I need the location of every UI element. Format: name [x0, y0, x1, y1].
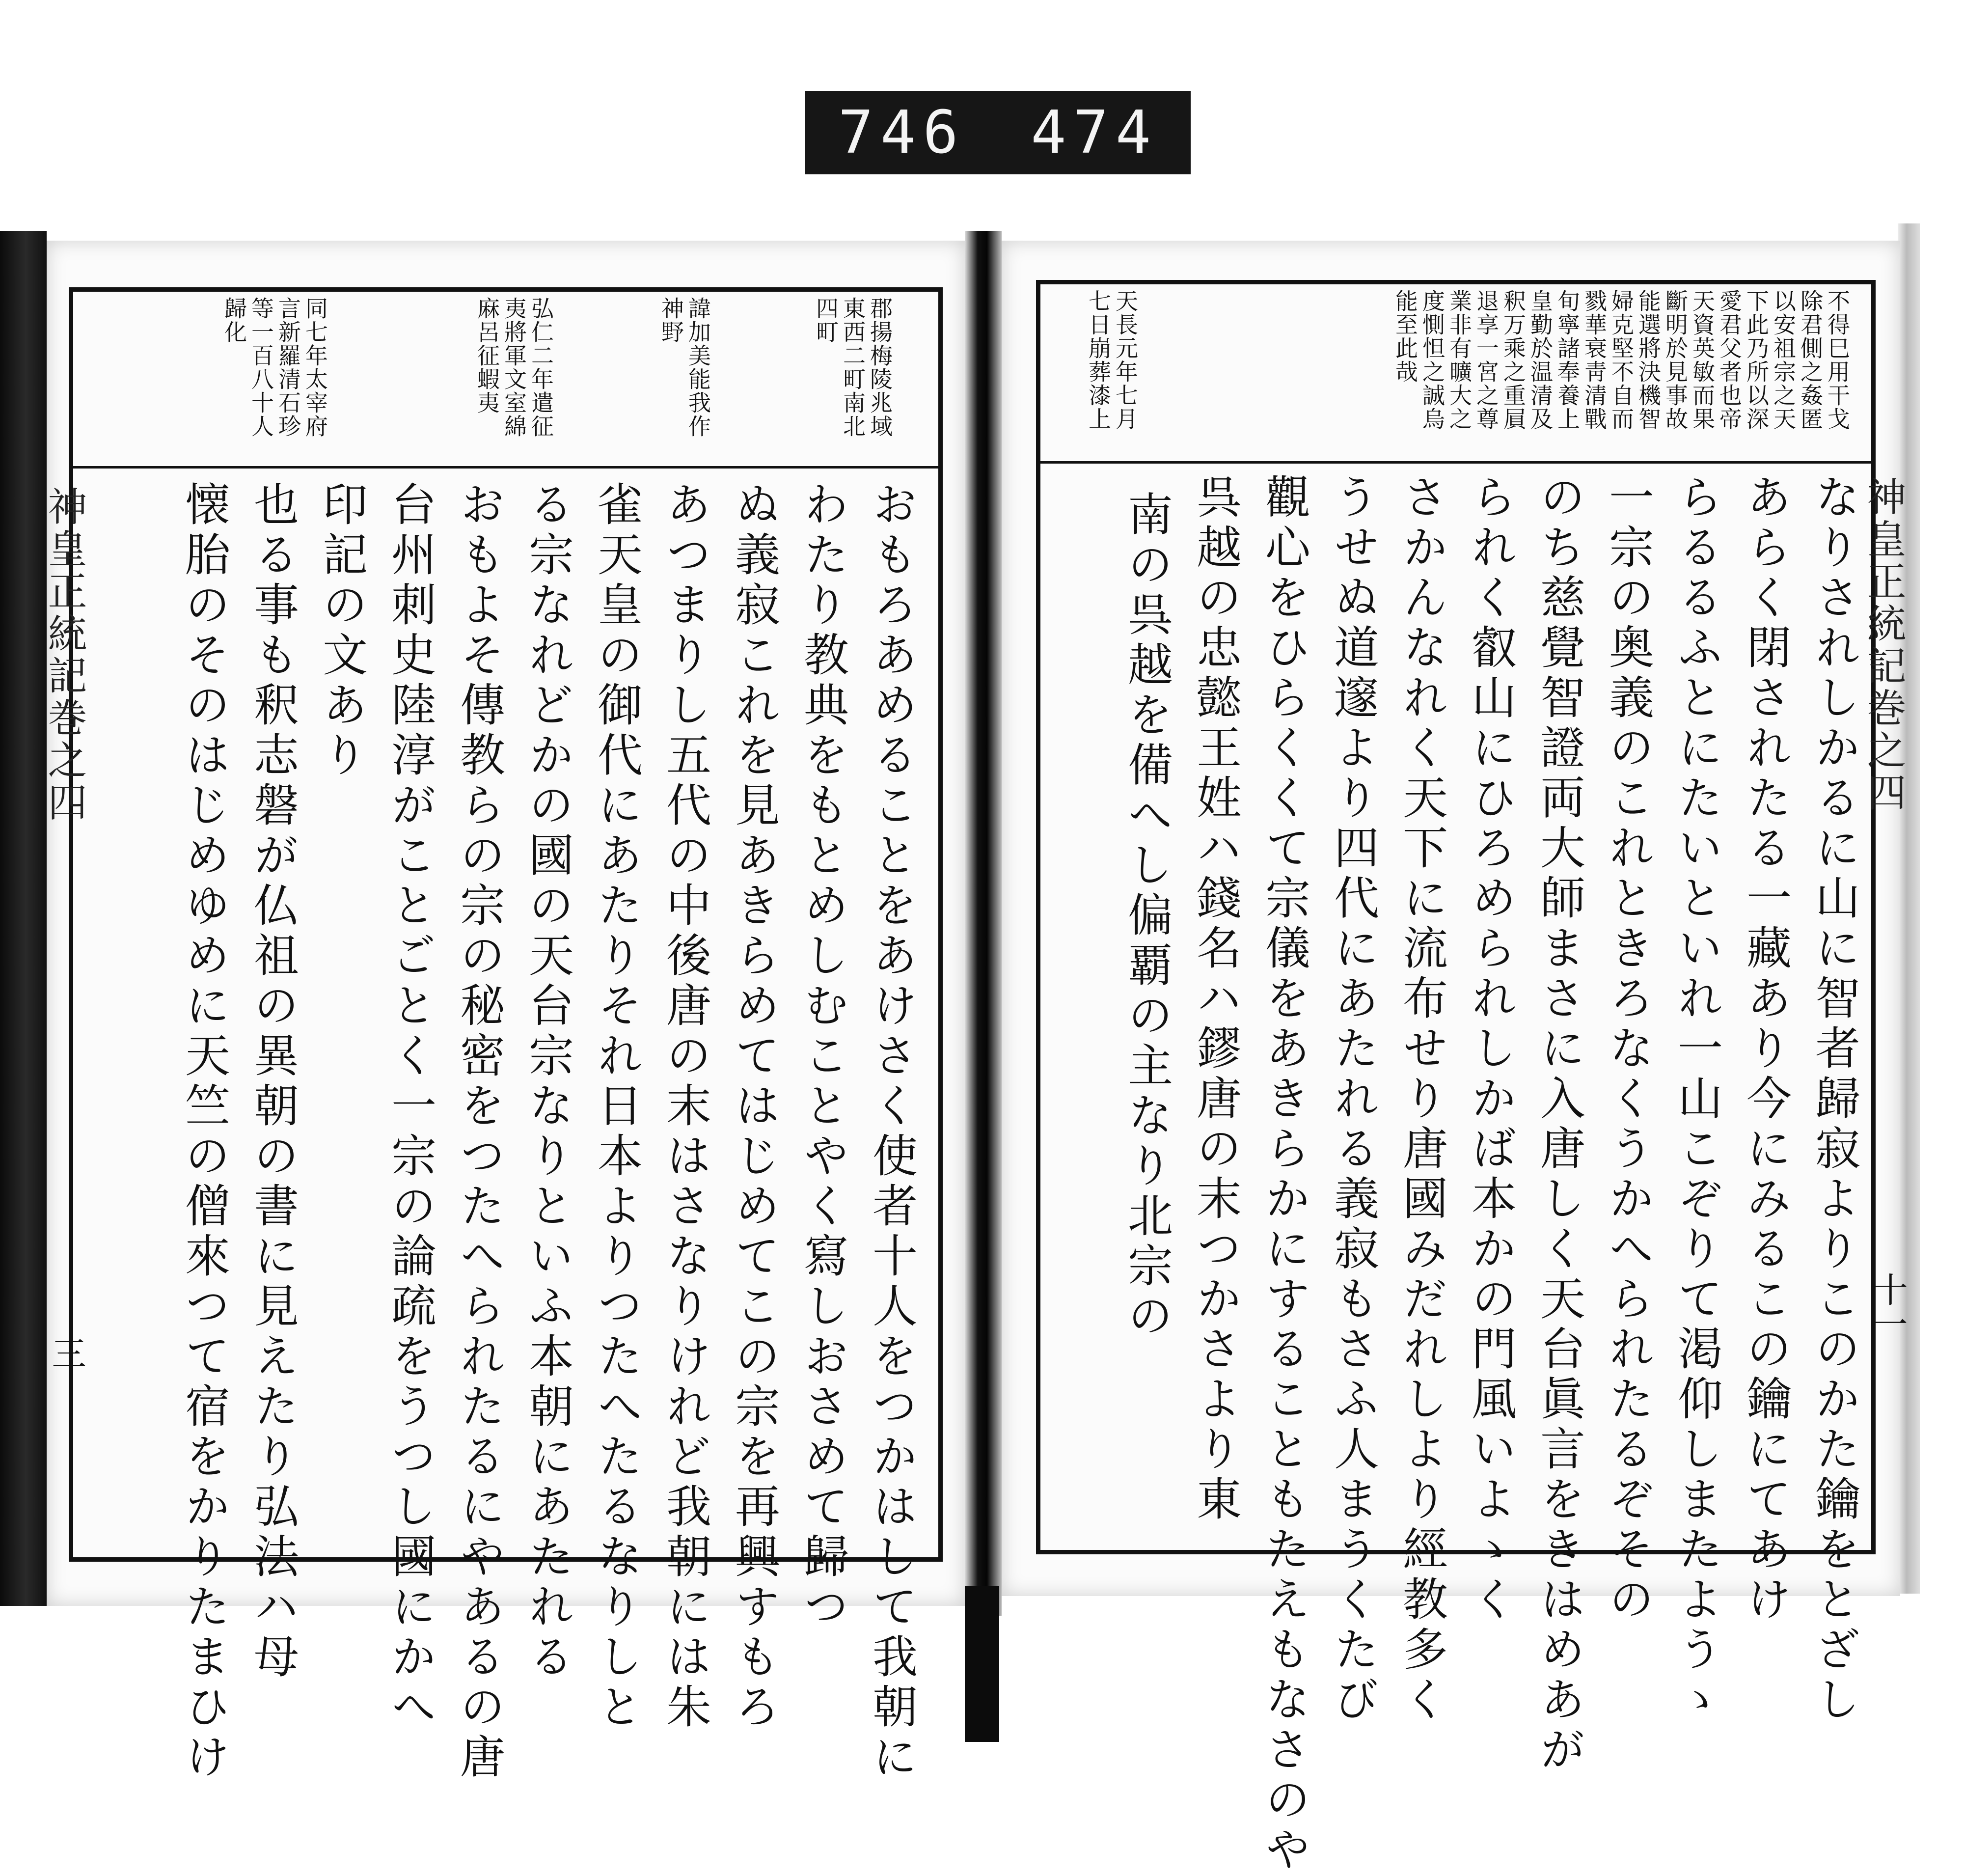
- left-text-frame: [69, 287, 943, 1783]
- right-body-column: 觀心をひらくくて宗儀をあきらかにすることもたえもなさのや: [1258, 473, 1310, 1876]
- plate-left-number: 746: [838, 98, 965, 167]
- left-body-column: あつまりし五代の中後唐の末はさなりけれど我朝には朱: [659, 481, 711, 1733]
- left-headnote: 言新羅清石珍: [275, 297, 301, 438]
- right-headnote: 退享一宮之尊: [1473, 289, 1500, 431]
- left-folio: 三: [46, 1336, 86, 1370]
- left-page: [41, 241, 965, 1783]
- center-gutter: [965, 231, 1002, 1616]
- right-headnote: 愛君父者也帝: [1716, 289, 1743, 431]
- right-body-column: られく叡山にひろめられしかば本かの門風いよゝく: [1464, 473, 1517, 1626]
- right-headnote: 天資英敏而果: [1689, 289, 1716, 431]
- right-body-column: 呉越の忠懿王姓ハ錢名ハ鏐唐の末つかさより東: [1189, 473, 1242, 1525]
- left-body-column: ぬ義寂これを見あきらめてはじめてこの宗を再興すもろ: [728, 481, 780, 1733]
- right-body-column: 南の呉越を備へし偏覇の主なり北宗の: [1120, 491, 1173, 1342]
- left-headnote: 同七年太宰府: [302, 297, 328, 438]
- left-body-column: 印記の文あり: [315, 481, 368, 781]
- right-body-column: なりされしかるに山に智者歸寂よりこのかた鑰をとざし: [1808, 473, 1860, 1726]
- right-page: [1002, 241, 1908, 1876]
- left-body-column: 雀天皇の御代にあたりそれ日本よりつたへたるなりしと: [590, 481, 643, 1733]
- right-body-column: らるるふとにたいといれ一山こぞりて渇仰しまたようゝ: [1670, 473, 1723, 1726]
- right-folio: 十一: [1868, 1272, 1908, 1341]
- right-headnote: 婦克堅不自而: [1608, 289, 1635, 431]
- right-headnote: 除君側之姦匿: [1797, 289, 1824, 431]
- left-body-column: 也る事も釈志磐が仏祖の異朝の書に見えたり弘法ハ母: [246, 481, 299, 1683]
- right-headnote: 以安祖宗之天: [1770, 289, 1797, 431]
- right-headnote: 戮華衰靑清戰: [1581, 289, 1608, 431]
- catalogue-number-plate: [805, 91, 1191, 174]
- right-headnote: 皇勤於温清及: [1527, 289, 1554, 431]
- right-headnote: 度惻怛之誠烏: [1419, 289, 1446, 431]
- right-headnote: 下此乃所以深: [1743, 289, 1770, 431]
- left-body-column: 懐胎のそのはじめゆめに天竺の僧來つて宿をかりたまひけ: [178, 481, 230, 1783]
- left-headnote: 夷將軍文室綿: [501, 297, 527, 438]
- left-headnote-rule: [73, 466, 938, 469]
- right-headnote: 旬寧諸奉養上: [1554, 289, 1581, 431]
- left-running-title: 神皇正統記巻之四: [41, 486, 87, 824]
- left-body-column: おもろあめることをあけさく使者十人をつかはして我朝に: [865, 481, 918, 1783]
- right-headnote: 能至此哉: [1392, 289, 1418, 384]
- left-headnote: 歸化: [221, 297, 247, 344]
- left-headnote: 弘仁二年遣征: [528, 297, 554, 438]
- left-body-column: わたり教典をもとめしむことやく寫しおさめて歸つ: [796, 481, 849, 1633]
- right-headnote: 釈万乘之重屓: [1500, 289, 1527, 431]
- right-headnote: 斷明於見事故: [1662, 289, 1689, 431]
- left-headnote: 郡揚梅陵兆域: [867, 297, 893, 438]
- left-body-column: る宗なれどかの國の天台宗なりといふ本朝にあたれる: [521, 481, 574, 1683]
- left-headnote: 四町: [813, 297, 839, 344]
- right-headnote: 能選將決機智: [1635, 289, 1662, 431]
- right-body-column: さかんなれく天下に流布せり唐國みだれしより經教多く: [1395, 473, 1448, 1726]
- right-text-frame: [1036, 280, 1876, 1876]
- right-headnote: 天長元年七月: [1112, 289, 1139, 431]
- right-body-column: うせぬ道邃より四代にあたれる義寂もさふ人まうくたび: [1327, 473, 1379, 1726]
- right-headnote-rule: [1040, 461, 1871, 464]
- right-body-column: あらく閉されたる一藏あり今にみるこの鑰にてあけ: [1739, 473, 1792, 1626]
- right-headnote: 不得巳用干戈: [1824, 289, 1851, 431]
- left-headnote: 東西二町南北: [840, 297, 866, 438]
- right-running-title: 神皇正統記巻之四: [1860, 476, 1906, 814]
- right-headnote: 七日崩葬漆上: [1085, 289, 1112, 431]
- right-headnote: 業非有曠大之: [1446, 289, 1473, 431]
- right-body-column: 一宗の奥義のこれときろなくうかへられたるぞその: [1602, 473, 1654, 1626]
- left-headnote: 等一百八十人: [248, 297, 274, 438]
- left-body-column: 台州刺史陸淳がことごとく一宗の論疏をうつし國にかへ: [384, 481, 436, 1733]
- right-body-column: のち慈覺智證両大師まさに入唐しく天台眞言をきはめあが: [1533, 473, 1585, 1776]
- left-binding-edge: [0, 231, 47, 1606]
- left-body-column: おもよそ傳教らの宗の秘密をつたへられたるにやあるの唐: [453, 481, 505, 1783]
- plate-right-number: 474: [1031, 98, 1158, 167]
- left-headnote: 麻呂征蝦夷: [474, 297, 500, 414]
- spine-strip: [965, 1586, 999, 1742]
- left-headnote: 諱加美能我作: [685, 297, 711, 438]
- left-headnote: 神野: [658, 297, 684, 344]
- right-page-edge: [1898, 223, 1920, 1594]
